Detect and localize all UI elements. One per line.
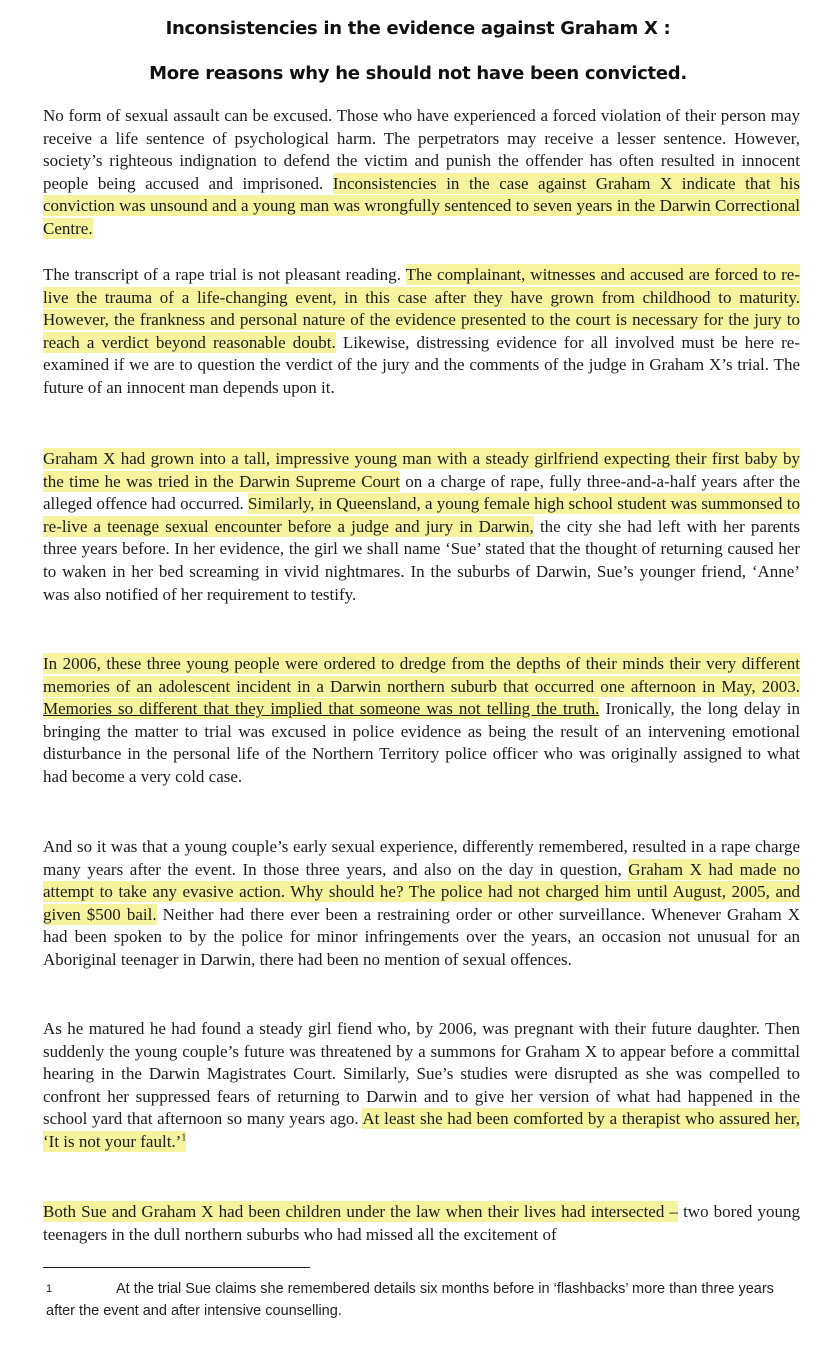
paragraph-3	[43, 448, 800, 606]
paragraph-2-text-end: Likewise, distressing evidence for all involved must be here re-examined if we are to question the verdict of the jury and the comments of the judge in Graham X’s trial. The future of an innocent man depends upon it.	[43, 332, 800, 397]
footnote-reference: 1	[181, 1132, 187, 1144]
paragraph-1	[43, 105, 800, 241]
paragraph-3-highlight-1: Graham X had grown into a tall, impressive young man with a steady girlfriend expecting their first baby by the time he was tried in the Darwin Supreme Court	[43, 449, 800, 491]
paragraph-7-highlight: Both Sue and Graham X had been children under the law when their lives had intersected –	[43, 1202, 678, 1221]
heading-line-1: Inconsistencies in the evidence against Graham X :	[165, 18, 671, 39]
heading-line-2: More reasons why he should not have been convicted.	[149, 63, 687, 84]
paragraph-1-text: No form of sexual assault can be excused. Those who have experienced a forced violation of their person may receive a life sentence of psychological harm. The perpetrators may receive a lesser sentence. However, society’s righteous indignation to defend the victim and punish the offender has often resulted in innocent people being accused and imprisoned.	[43, 106, 800, 193]
paragraph-6	[43, 1018, 800, 1154]
footnote	[46, 1278, 786, 1322]
paragraph-2	[43, 264, 800, 400]
paragraph-5-highlight: Graham X had made no attempt to take any evasive action. Why should he? The police had not charged him until August, 2005, and given $500 bail.	[43, 859, 800, 924]
paragraph-6-text: As he matured he had found a steady girl fiend who, by 2006, was pregnant with their future daughter. Then suddenly the young couple’s future was threatened by a summons for Graham X to appear before a committal hearing in the Darwin Magistrates Court. Similarly, Sue’s studies were disrupted as she was compelled to confront her suppressed fears of returning to Darwin and to give her version of what had happened in the school yard that afternoon so many years ago.	[43, 1019, 800, 1129]
paragraph-4-highlight: In 2006, these three young people were ordered to dredge from the depths of their minds their very different memories of an adolescent incident in a Darwin northern suburb that occurred one afternoon in May, 2003.	[43, 654, 800, 696]
paragraph-3-highlight-2: Similarly, in Queensland, a young female high school student was summonsed to re-live a teenage sexual encounter before a judge and jury in Darwin,	[43, 494, 800, 536]
paragraph-7-text: two bored young teenagers in the dull northern suburbs who had missed all the excitement of	[43, 1202, 800, 1244]
paragraph-4	[43, 653, 800, 789]
paragraph-7	[43, 1201, 800, 1246]
footnote-text: At the trial Sue claims she remembered details six months before in ‘flashbacks’ more than three years after the event and after intensive counselling.	[46, 1281, 774, 1319]
paragraph-2-text-start: The transcript of a rape trial is not pleasant reading.	[43, 265, 406, 284]
footnote-number: 1	[46, 1283, 53, 1295]
paragraph-6-quote: At least she had been comforted by a therapist who assured her, ‘It is not your fault.’	[43, 1109, 800, 1151]
paragraph-3-text-1: on a charge of rape, fully three-and-a-half years after the alleged offence had occurred.	[43, 471, 800, 514]
paragraph-4-underlined: Memories so different that they implied that someone was not telling the truth.	[43, 699, 600, 719]
paragraph-5-text-start: And so it was that a young couple’s early sexual experience, differently remembered, resulted in a rape charge many years after the event. In those three years, and also on the day in question,	[43, 837, 800, 879]
footnote-divider	[43, 1267, 310, 1268]
paragraph-1-highlight: Inconsistencies in the case against Graham X indicate that his conviction was unsound and a young man was wrongfully sentenced to seven years in the Darwin Correctional Centre.	[43, 173, 800, 238]
paragraph-5-text-end: Neither had there ever been a restraining order or other surveillance. Whenever Graham X had been spoken to by the police for minor infringements over the years, an occasion not unusual for an Aboriginal teenager in Darwin, there had been no mention of sexual offences.	[43, 904, 800, 969]
paragraph-4-text: Ironically, the long delay in bringing the matter to trial was excused in police evidence as being the result of an intervening emotional disturbance in the personal life of the Northern Territory police officer who was originally assigned to what had become a very cold case.	[43, 699, 800, 786]
paragraph-5	[43, 836, 800, 972]
paragraph-2-highlight: The complainant, witnesses and accused are forced to re-live the trauma of a life-changing event, in this case after they have grown from childhood to maturity. However, the frankness and personal nature of the evidence presented to the court is necessary for the jury to reach a verdict beyond reasonable doubt.	[43, 265, 801, 352]
paragraph-3-text-2: the city she had left with her parents three years before. In her evidence, the girl we shall name ‘Sue’ stated that the thought of returning caused her to waken in her bed screaming in vivid nightmares. In the suburbs of Darwin, Sue’s younger friend, ‘Anne’ was also notified of her requirement to testify.	[43, 516, 800, 604]
